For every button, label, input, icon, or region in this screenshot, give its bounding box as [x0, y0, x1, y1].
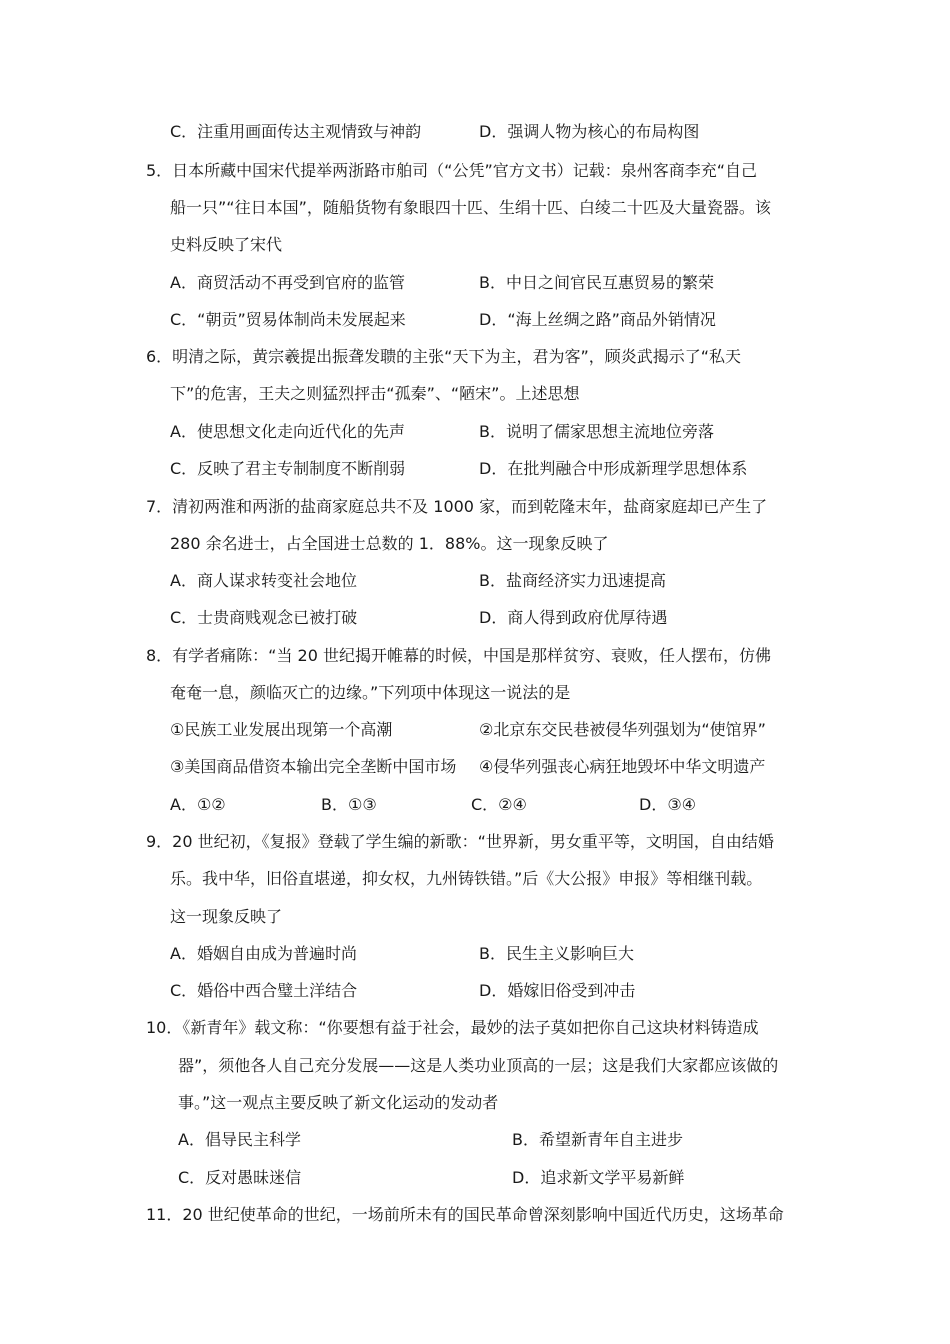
q8-option-c: C．②④ — [471, 795, 527, 814]
q9-stem-line1: 9．20 世纪初，《复报》登载了学生编的新歌：“世界新，男女重平等，文明国，自由结婚 — [146, 832, 774, 851]
q9-stem-line3: 这一现象反映了 — [170, 907, 283, 926]
q9-option-d: D．婚嫁旧俗受到冲击 — [479, 981, 636, 1000]
q4-option-d: D．强调人物为核心的布局构图 — [479, 122, 700, 141]
q6-stem-line1: 6．明清之际，黄宗羲提出振聋发聩的主张“天下为主，君为客”，顾炎武揭示了“私天 — [146, 347, 742, 366]
q11-stem-line1: 11．20 世纪使革命的世纪，一场前所未有的国民革命曾深刻影响中国近代历史，这场革命 — [146, 1205, 784, 1224]
q8-item-4: ④侵华列强丧心病狂地毁坏中华文明遗产 — [479, 757, 766, 776]
q10-stem-line1: 10．《新青年》载文称：“你要想有益于社会，最妙的法子莫如把你自己这块材料铸造成 — [146, 1018, 759, 1037]
q5-stem-line3: 史料反映了宋代 — [170, 235, 283, 254]
q9-option-a: A．婚姻自由成为普遍时尚 — [170, 944, 357, 963]
q8-item-2: ②北京东交民巷被侵华列强划为“使馆界” — [479, 720, 766, 739]
q5-option-b: B．中日之间官民互惠贸易的繁荣 — [479, 273, 714, 292]
q7-option-b: B．盐商经济实力迅速提高 — [479, 571, 666, 590]
q7-stem-line1: 7．清初两淮和两浙的盐商家庭总共不及 1000 家，而到乾隆末年，盐商家庭却已产生了 — [146, 497, 768, 516]
q9-option-c: C．婚俗中西合璧土洋结合 — [170, 981, 358, 1000]
q10-option-a: A．倡导民主科学 — [178, 1130, 301, 1149]
q5-stem-line2: 船一只”“往日本国”，随船货物有象眼四十匹、生绢十匹、白绫二十匹及大量瓷器。该 — [170, 198, 771, 217]
q8-option-b: B．①③ — [321, 795, 377, 814]
q8-item-1: ①民族工业发展出现第一个高潮 — [170, 720, 393, 739]
q9-option-b: B．民生主义影响巨大 — [479, 944, 634, 963]
q5-option-c: C．“朝贡”贸易体制尚未发展起来 — [170, 310, 406, 329]
q10-option-d: D．追求新文学平易新鲜 — [512, 1168, 685, 1187]
q5-option-a: A．商贸活动不再受到官府的监管 — [170, 273, 405, 292]
q10-option-b: B．希望新青年自主进步 — [512, 1130, 683, 1149]
q8-option-d: D．③④ — [639, 795, 697, 814]
q7-option-a: A．商人谋求转变社会地位 — [170, 571, 357, 590]
q8-item-3: ③美国商品借资本输出完全垄断中国市场 — [170, 757, 457, 776]
q7-stem-line2: 280 余名进士，占全国进士总数的 1．88%。这一现象反映了 — [170, 534, 609, 553]
q5-option-d: D．“海上丝绸之路”商品外销情况 — [479, 310, 716, 329]
q10-stem-line2: 器”，须他各人自己充分发展——这是人类功业顶高的一层；这是我们大家都应该做的 — [178, 1056, 779, 1075]
q6-option-d: D．在批判融合中形成新理学思想体系 — [479, 459, 748, 478]
q7-option-c: C．士贵商贱观念已被打破 — [170, 608, 358, 627]
q6-stem-line2: 下”的危害，王夫之则猛烈抨击“孤秦”、“陋宋”。上述思想 — [170, 384, 580, 403]
q9-stem-line2: 乐。我中华，旧俗直堪递，抑女权，九州铸铁错。”后《大公报》申报》等相继刊载。 — [170, 869, 763, 888]
q6-option-a: A．使思想文化走向近代化的先声 — [170, 422, 405, 441]
q8-option-a: A．①② — [170, 795, 226, 814]
q8-stem-line2: 奄奄一息，颜临灭亡的边缘。”下列项中体现这一说法的是 — [170, 683, 571, 702]
q8-stem-line1: 8．有学者痛陈：“当 20 世纪揭开帷幕的时候，中国是那样贫穷、衰败，任人摆布，仿佛 — [146, 646, 772, 665]
q4-option-c: C．注重用画面传达主观情致与神韵 — [170, 122, 422, 141]
q5-stem-line1: 5．日本所藏中国宋代提举两浙路市舶司（“公凭”官方文书）记载：泉州客商李充“自己 — [146, 161, 758, 180]
q10-option-c: C．反对愚昧迷信 — [178, 1168, 302, 1187]
q6-option-b: B．说明了儒家思想主流地位旁落 — [479, 422, 714, 441]
q7-option-d: D．商人得到政府优厚待遇 — [479, 608, 668, 627]
q10-stem-line3: 事。”这一观点主要反映了新文化运动的发动者 — [178, 1093, 499, 1112]
q6-option-c: C．反映了君主专制制度不断削弱 — [170, 459, 406, 478]
